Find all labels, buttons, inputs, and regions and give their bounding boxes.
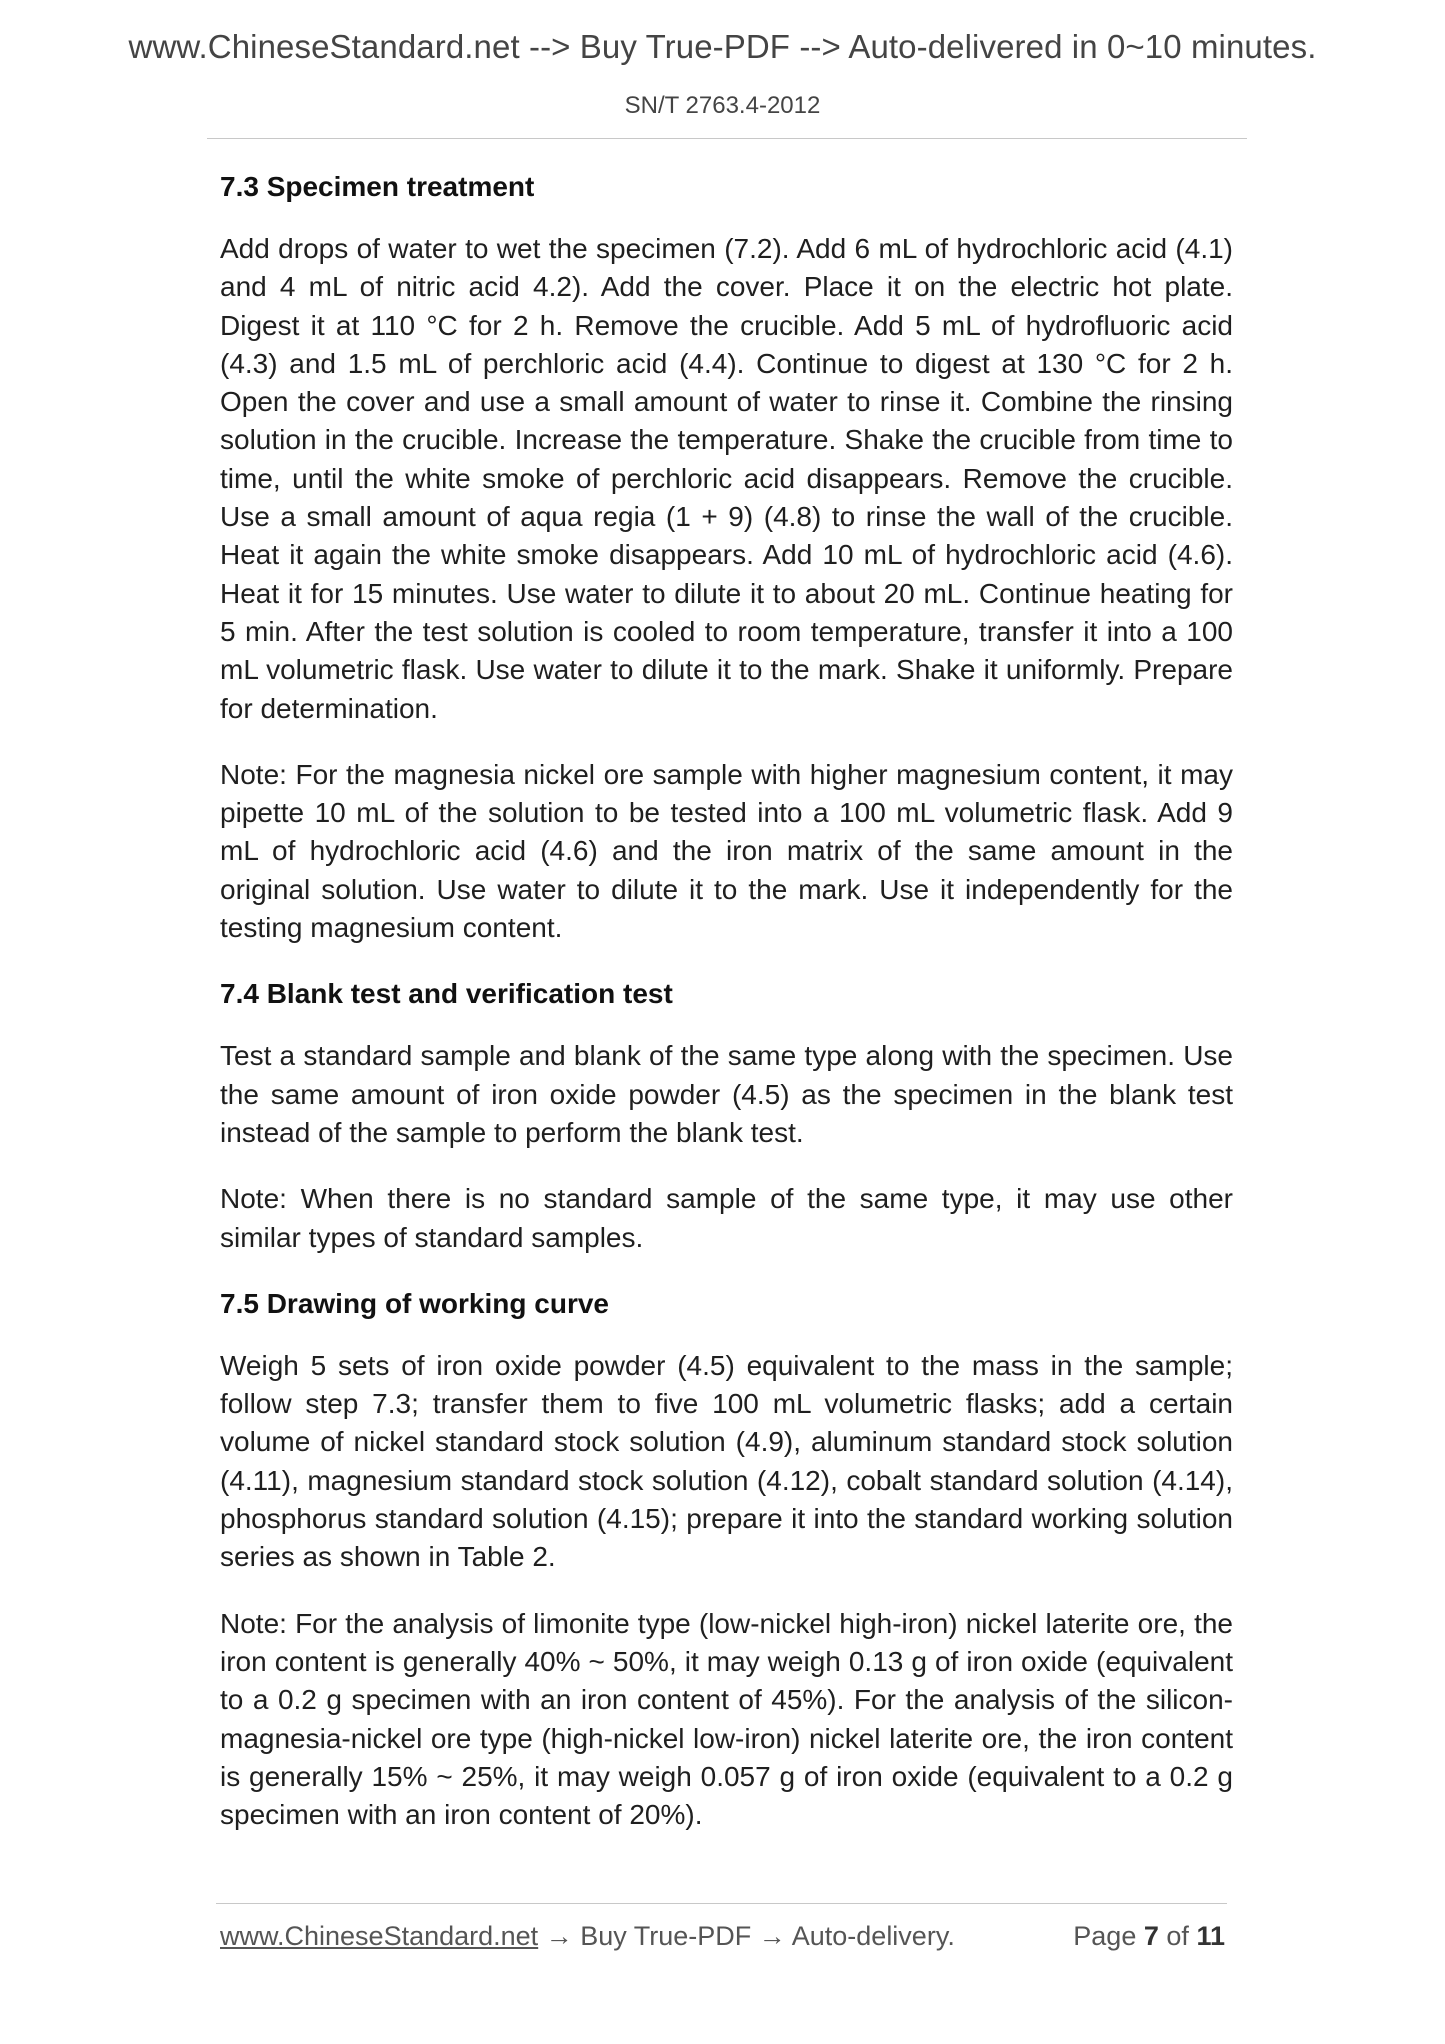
section-7-4-paragraph: Test a standard sample and blank of the same type along with the specimen. Use the same amount of iron oxide powder (4.5) as the specimen in the blank test instead of the sample to perform the blank test. [220, 1040, 1233, 1148]
section-7-3-title: 7.3 Specimen treatment [220, 171, 535, 202]
header-divider [207, 138, 1247, 139]
top-banner: www.ChineseStandard.net --> Buy True-PDF --> Auto-delivered in 0~10 minutes. [128, 28, 1317, 65]
footer-site-link[interactable]: www.ChineseStandard.net [220, 1921, 539, 1951]
total-pages-number: 11 [1196, 1921, 1225, 1951]
page-footer [220, 1921, 1227, 1961]
section-7-5-title: 7.5 Drawing of working curve [220, 1287, 609, 1319]
standard-code: SN/T 2763.4-2012 [624, 92, 821, 119]
current-page-number: 7 [1143, 1921, 1159, 1951]
section-7-5-paragraph: Weigh 5 sets of iron oxide powder (4.5) equivalent to the mass in the sample; follow step 7.3; transfer them to five 100 mL volumetric flasks; add a certain volume of nickel standard stock solution (4.9), aluminum standard stock solution (4.11), magnesium standard stock solution (4.12), cobalt standard solution (4.14), phosphorus standard solution (4.15); prepare it into the standard working solution series as shown in Table 2. [220, 1349, 1233, 1573]
section-7-5-note: Note: For the analysis of limonite type (low-nickel high-iron) nickel laterite ore, the iron content is generally 40% ~ 50%, it may weigh 0.13 g of iron oxide (equivalent to a 0.2 g specimen with an iron content of 45%). For the analysis of the silicon-magnesia-nickel ore type (high-nickel low-iron) nickel laterite ore, the iron content is generally 15% ~ 25%, it may weigh 0.057 g of iron oxide (equivalent to a 0.2 g specimen with an iron content of 20%). [220, 1607, 1233, 1831]
section-7-4-note: Note: When there is no standard sample of the same type, it may use other similar types of standard samples. [220, 1183, 1233, 1253]
footer-promo-text: → Buy True-PDF → Auto-delivery. [538, 1921, 955, 1951]
of-label: of [1166, 1921, 1189, 1951]
section-7-4-title: 7.4 Blank test and verification test [220, 978, 673, 1010]
page-body [220, 168, 1233, 1862]
footer-promo [220, 1921, 955, 1952]
footer-divider [216, 1903, 1227, 1904]
section-7-3-paragraph: Add drops of water to wet the specimen (7.2). Add 6 mL of hydrochloric acid (4.1) and 4 mL of nitric acid 4.2). Add the cover. Place it on the electric hot plate. Digest it at 110 °C for 2 h. Remove the crucible. Add 5 mL of hydrofluoric acid (4.3) and 1.5 mL of perchloric acid (4.4). Continue to digest at 130 °C for 2 h. Open the cover and use a small amount of water to rinse it. Combine the rinsing solution in the crucible. Increase the temperature. Shake the crucible from time to time, until the white smoke of perchloric acid disappears. Remove the crucible. Use a small amount of aqua regia (1 + 9) (4.8) to rinse the wall of the crucible. Heat it again the white smoke disappears. Add 10 mL of hydrochloric acid (4.6). Heat it for 15 minutes. Use water to dilute it to about 20 mL. Continue heating for 5 min. After the test solution is cooled to room temperature, transfer it into a 100 mL volumetric flask. Use water to dilute it to the mark. Shake it uniformly. Prepare for determination. [220, 233, 1233, 724]
page-label: Page [1073, 1921, 1137, 1951]
section-7-3-note: Note: For the magnesia nickel ore sample with higher magnesium content, it may pipette 10 mL of the solution to be tested into a 100 mL volumetric flask. Add 9 mL of hydrochloric acid (4.6) and the iron matrix of the same amount in the original solution. Use water to dilute it to the mark. Use it independently for the testing magnesium content. [220, 758, 1233, 944]
page-indicator [1073, 1921, 1225, 1952]
